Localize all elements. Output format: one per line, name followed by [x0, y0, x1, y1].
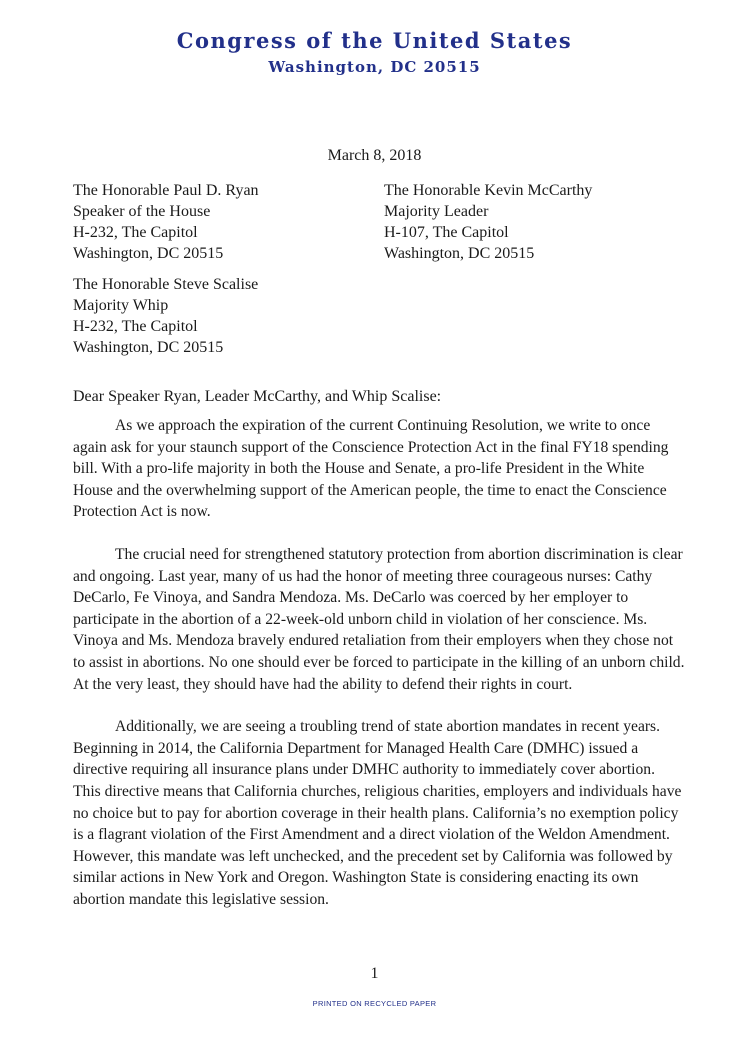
recycled-paper-note: PRINTED ON RECYCLED PAPER: [312, 999, 437, 1008]
recipient-address-scalise: [73, 274, 258, 358]
address-line: Washington, DC 20515: [73, 245, 224, 262]
address-line: The Honorable Steve Scalise: [73, 276, 259, 293]
body-paragraph: As we approach the expiration of the current Continuing Resolution, we write to once again ask for your staunch support of the Conscience Protection Act in the final FY18 spending bill. With a pro-life majority in both the House and Senate, a pro-life President in the White House and the overwhelming support of the American people, the time to enact the Conscience Protection Act is now.: [73, 417, 669, 521]
address-line: The Honorable Kevin McCarthy: [384, 182, 593, 199]
letterhead-title: Congress of the United States: [176, 28, 573, 53]
address-line: Majority Whip: [73, 297, 169, 314]
body-paragraph: Additionally, we are seeing a troubling trend of state abortion mandates in recent years. Beginning in 2014, the California Department for Managed Health Care (DMHC) issued a directive requiring all insurance plans under DMHC authority to immediately cover abortion. This directive means that California churches, religious charities, employers and individuals have no choice but to pay for abortion coverage in their health plans. California’s no exemption policy is a flagrant violation of the First Amendment and a direct violation of the Weldon Amendment. However, this mandate was left unchecked, and the precedent set by California was followed by similar actions in New York and Oregon. Washington State is considering enacting its own abortion mandate this legislative session.: [73, 718, 682, 908]
address-line: Washington, DC 20515: [73, 339, 224, 356]
letterhead-subtitle: Washington, DC 20515: [268, 58, 481, 76]
letter-body: [73, 415, 685, 931]
address-line: H-107, The Capitol: [384, 224, 509, 241]
page-number: 1: [370, 965, 379, 982]
letter-date: March 8, 2018: [327, 147, 422, 164]
recipient-address-mccarthy: [384, 180, 592, 264]
body-paragraph: The crucial need for strengthened statutory protection from abortion discrimination is clear and ongoing. Last year, many of us had the honor of meeting three courageous nurses: Cathy DeCarlo, Fe Vinoya, and Sandra Mendoza. Ms. DeCarlo was coerced by her employer to participate in the abortion of a 22-week-old unborn child in violation of her conscience. Ms. Vinoya and Ms. Mendoza bravely endured retaliation from their employers when they chose not to assist in abortions. No one should ever be forced to participate in the killing of an unborn child. At the very least, they should have had the ability to defend their rights in court.: [73, 545, 685, 693]
recipient-address-ryan: [73, 180, 259, 264]
address-line: Speaker of the House: [73, 203, 211, 220]
address-line: H-232, The Capitol: [73, 318, 198, 335]
address-line: Washington, DC 20515: [384, 245, 535, 262]
salutation: Dear Speaker Ryan, Leader McCarthy, and Whip Scalise:: [73, 388, 442, 405]
address-line: Majority Leader: [384, 203, 489, 220]
address-line: H-232, The Capitol: [73, 224, 198, 241]
address-line: The Honorable Paul D. Ryan: [73, 182, 259, 199]
